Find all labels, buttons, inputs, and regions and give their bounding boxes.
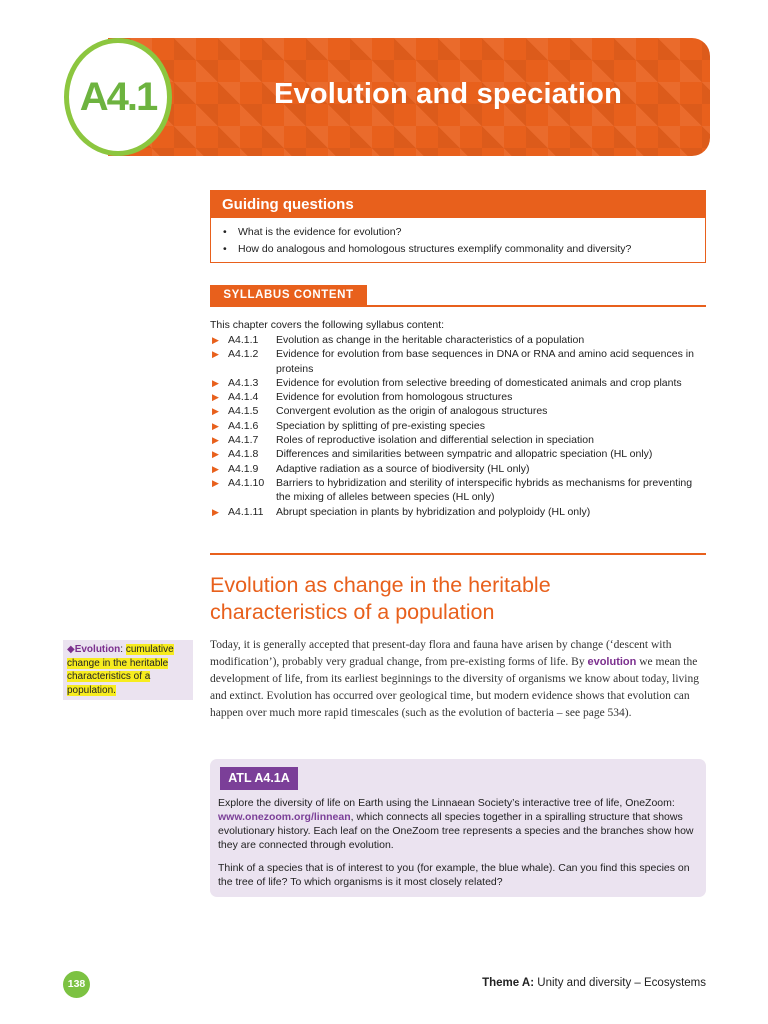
syllabus-code: A4.1.10 — [228, 476, 265, 489]
syllabus-text: Roles of reproductive isolation and differential selection in speciation — [276, 434, 594, 447]
syllabus-code: A4.1.5 — [228, 405, 259, 418]
chapter-title: Evolution and speciation — [274, 78, 622, 110]
guiding-question: • What is the evidence for evolution? — [223, 224, 705, 241]
arrow-right-icon: ▶ — [212, 392, 219, 403]
atl-activity-box — [210, 759, 706, 897]
body-text-end: we mean the development of life, from its earliest beginnings to the diversity of organisms we know about today, living and extinct. Evolution has occurred over geological time, but modern evidence shows that evolution can happen over much more rapid timescales (such as the evolution of bacteria – see page 534). — [210, 656, 699, 719]
onezoom-link[interactable]: www.onezoom.org/linnean — [218, 811, 351, 823]
syllabus-text: Abrupt speciation in plants by hybridization and polyploidy (HL only) — [276, 505, 591, 518]
glossary-bullet: ◆ — [67, 644, 75, 655]
syllabus-intro: This chapter covers the following syllabus content: — [210, 319, 445, 331]
arrow-right-icon: ▶ — [212, 420, 219, 431]
body-paragraph — [210, 637, 706, 722]
footer-theme-title: Unity and diversity – Ecosystems — [534, 977, 706, 989]
atl-text-end: , which connects all species together in a spiralling structure that shows evolutionary history. Each leaf on the OneZoom tree represents a species and the branches show how they are connected through evolution. — [218, 811, 694, 851]
section-heading: Evolution as change in the heritable characteristics of a population — [210, 573, 551, 624]
syllabus-text: Barriers to hybridization and sterility of interspecific hybrids as mechanisms for preventing the mixing of alleles between species (HL only) — [276, 476, 693, 504]
glossary-keyword: evolution — [587, 656, 637, 668]
arrow-right-icon: ▶ — [212, 377, 219, 388]
syllabus-text: Differences and similarities between sympatric and allopatric speciation (HL only) — [276, 448, 653, 461]
syllabus-text: Evolution as change in the heritable characteristics of a population — [276, 334, 585, 346]
syllabus-item — [212, 462, 708, 476]
syllabus-text: Evidence for evolution from base sequences in DNA or RNA and amino acid sequences in proteins — [276, 348, 694, 375]
syllabus-code: A4.1.11 — [228, 505, 264, 518]
syllabus-item — [212, 505, 708, 519]
syllabus-item — [212, 476, 708, 505]
guiding-questions-heading: Guiding questions — [211, 191, 705, 218]
syllabus-top-rule — [210, 305, 706, 307]
atl-paragraph-2: Think of a species that is of interest to you (for example, the blue whale). Can you find this species on the tree of life? To which organisms is it most closely related? — [218, 862, 690, 888]
syllabus-item — [212, 390, 708, 404]
syllabus-text: Evidence for evolution from selective breeding of domesticated animals and crop plants — [276, 376, 682, 389]
syllabus-code: A4.1.7 — [228, 434, 259, 447]
chapter-number: A4.1 — [79, 74, 157, 119]
arrow-right-icon: ▶ — [212, 477, 219, 488]
atl-paragraph-1 — [218, 796, 700, 852]
arrow-right-icon: ▶ — [212, 406, 219, 417]
syllabus-text: Convergent evolution as the origin of analogous structures — [276, 405, 548, 418]
syllabus-code: A4.1.1 — [228, 334, 259, 346]
syllabus-text: Speciation by splitting of pre-existing species — [276, 419, 485, 432]
guiding-question: • How do analogous and homologous structures exemplify commonality and diversity? — [223, 241, 705, 258]
glossary-term: Evolution — [74, 644, 121, 655]
glossary-colon: : — [120, 644, 124, 655]
atl-label: ATL A4.1A — [220, 767, 298, 790]
guiding-questions-list — [211, 218, 705, 258]
syllabus-text: Adaptive radiation as a source of biodiversity (HL only) — [276, 462, 530, 475]
syllabus-content-tab: SYLLABUS CONTENT — [210, 285, 367, 306]
body-text-start: Today, it is generally accepted that present-day flora and fauna have arisen by change (‘descent with modification’), probably very gradual change, from pre-existing forms of life. By — [210, 639, 672, 668]
syllabus-text: Evidence for evolution from homologous structures — [276, 391, 513, 404]
footer-theme — [482, 977, 706, 989]
atl-text-start: Explore the diversity of life on Earth using the Linnaean Society’s interactive tree of life, OneZoom: — [218, 797, 675, 809]
syllabus-code: A4.1.9 — [228, 462, 259, 475]
syllabus-item — [212, 347, 708, 376]
syllabus-code: A4.1.2 — [228, 348, 259, 361]
glossary-definition: cumulative change in the heritable characteristics of a population. — [67, 644, 174, 696]
syllabus-item — [212, 419, 708, 433]
guiding-questions-box — [210, 190, 706, 263]
syllabus-code: A4.1.8 — [228, 448, 259, 461]
arrow-right-icon: ▶ — [212, 449, 219, 460]
arrow-right-icon: ▶ — [212, 463, 219, 474]
arrow-right-icon: ▶ — [212, 335, 219, 345]
footer-theme-label: Theme A: — [482, 977, 535, 989]
syllabus-item — [212, 333, 708, 347]
arrow-right-icon: ▶ — [212, 435, 219, 446]
syllabus-item — [212, 404, 708, 418]
syllabus-code: A4.1.6 — [228, 419, 259, 432]
arrow-right-icon: ▶ — [212, 506, 219, 517]
glossary-box — [63, 640, 193, 700]
syllabus-list — [212, 333, 708, 519]
syllabus-item — [212, 433, 708, 447]
arrow-right-icon: ▶ — [212, 349, 219, 360]
syllabus-bottom-rule — [210, 553, 706, 555]
syllabus-code: A4.1.4 — [228, 391, 259, 404]
syllabus-item — [212, 447, 708, 461]
page-number: 138 — [63, 971, 90, 998]
syllabus-code: A4.1.3 — [228, 376, 259, 389]
syllabus-item — [212, 376, 708, 390]
chapter-badge — [64, 38, 172, 156]
